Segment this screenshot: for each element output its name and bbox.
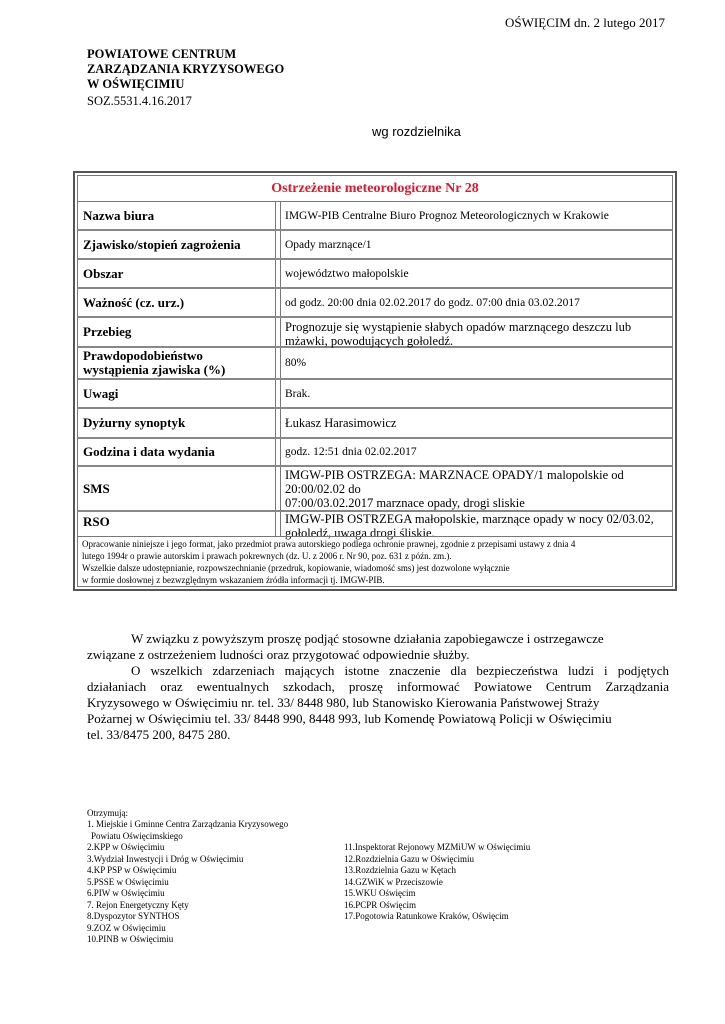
copyright-note bbox=[77, 536, 673, 587]
copyright-line: Opracowanie niniejsze i jego format, jako przedmiot prawa autorskiego podlega ochronie prawnej, zgodnie z przepisami ustawy z dnia 4 bbox=[82, 539, 576, 549]
organization-name bbox=[87, 47, 284, 92]
row-label: Obszar bbox=[78, 260, 276, 287]
paragraph-line: działaniach oraz ewentualnych szkodach, proszę informować Powiatowe Centrum Zarządzania bbox=[87, 679, 669, 694]
copyright-line: lutego 1994r o prawie autorskim i prawach pokrewnych (dz. U. z 2006 r. Nr 90, poz. 631 z późn. zm.). bbox=[82, 551, 452, 561]
list-item: 4.KP PSP w Oświęcimiu bbox=[87, 865, 177, 875]
list-item: Powiatu Oświęcimskiego bbox=[91, 830, 183, 841]
row-value: od godz. 20:00 dnia 02.02.2017 do godz. 07:00 dnia 03.02.2017 bbox=[280, 289, 672, 316]
paragraph-actions bbox=[87, 631, 669, 663]
org-line: W OŚWIĘCIMIU bbox=[87, 77, 185, 91]
table-row bbox=[77, 512, 673, 540]
row-label: Zjawisko/stopień zagrożenia bbox=[78, 231, 276, 258]
list-item: 14.GZWiK w Przeciszowie bbox=[344, 876, 443, 887]
paragraph-line: O wszelkich zdarzeniach mających istotne znaczenie dla bezpieczeństwa ludzi i podjętych bbox=[131, 663, 669, 678]
list-item: 1. Miejskie i Gminne Centra Zarządzania Kryzysowego bbox=[87, 819, 289, 829]
row-label: Godzina i data wydania bbox=[78, 439, 276, 465]
paragraph-line: W związku z powyższym proszę podjąć stosowne działania zapobiegawcze i ostrzegawcze bbox=[131, 631, 604, 646]
paragraph-line: Kryzysowego w Oświęcimiu nr. tel. 33/ 8448 980, lub Stanowisko Kierowania Państwowej Straży bbox=[87, 695, 600, 710]
value-line: 20:00/02.02 do bbox=[285, 481, 361, 496]
recipients-list-right bbox=[344, 842, 530, 923]
row-value: IMGW-PIB Centralne Biuro Prognoz Meteorologicznych w Krakowie bbox=[280, 202, 672, 229]
list-item: 10.PINB w Oświęcimiu bbox=[87, 934, 174, 944]
row-value: Opady marznące/1 bbox=[280, 231, 672, 258]
row-label: Uwagi bbox=[78, 380, 276, 407]
value-line: 07:00/03.02.2017 marznace opady, drogi sliskie bbox=[285, 495, 525, 510]
row-label: Przebieg bbox=[78, 318, 276, 346]
copyright-line: Wszelkie dalsze udostępnianie, rozpowszechnianie (przedruk, kopiowanie, wiadomość sms) jest dozwolone wyłącznie bbox=[82, 563, 510, 573]
row-value bbox=[280, 467, 672, 510]
reference-number: SOZ.5531.4.16.2017 bbox=[87, 94, 192, 108]
row-value bbox=[280, 512, 672, 540]
table-row bbox=[77, 318, 673, 348]
list-item: 17.Pogotowia Ratunkowe Kraków, Oświęcim bbox=[344, 911, 509, 921]
value-line: gołoledź, uwaga drogi śliskie. bbox=[285, 526, 435, 540]
list-item: 3.Wydział Inwestycji i Dróg w Oświęcimiu bbox=[87, 853, 244, 864]
row-value: Prognozuje się wystąpienie słabych opadów marznącego deszczu lub mżawki, powodujących gołoledź. bbox=[280, 318, 672, 346]
label-line: wystąpienia zjawiska (%) bbox=[83, 362, 226, 377]
recipients-title: Otrzymują: bbox=[87, 808, 128, 818]
row-value: Brak. bbox=[280, 380, 672, 407]
warning-title: Ostrzeżenie meteorologiczne Nr 28 bbox=[77, 175, 673, 202]
table-row bbox=[77, 380, 673, 409]
row-label bbox=[78, 348, 276, 378]
distribution-note: wg rozdzielnika bbox=[372, 124, 461, 139]
row-value: województwo małopolskie bbox=[280, 260, 672, 287]
org-line: ZARZĄDZANIA KRYZYSOWEGO bbox=[87, 62, 285, 76]
row-label: SMS bbox=[78, 467, 276, 510]
list-item: 9.ZOZ w Oświęcimiu bbox=[87, 922, 166, 933]
list-item: 12.Rozdzielnia Gazu w Oświęcimiu bbox=[344, 853, 474, 864]
list-item: 5.PSSE w Oświęcimiu bbox=[87, 876, 169, 887]
recipients-list-left bbox=[87, 819, 288, 946]
paragraph-reporting bbox=[87, 663, 669, 743]
list-item: 11.Inspektorat Rejonowy MZMiUW w Oświęcimiu bbox=[344, 842, 531, 852]
value-line: IMGW-PIB OSTRZEGA: MARZNACE OPADY/1 malopolskie od bbox=[285, 467, 624, 482]
org-line: POWIATOWE CENTRUM bbox=[87, 47, 237, 61]
place-date: OŚWIĘCIM dn. 2 lutego 2017 bbox=[505, 15, 665, 30]
value-line: IMGW-PIB OSTRZEGA małopolskie, marznące opady w nocy 02/03.02, bbox=[285, 512, 654, 526]
row-value: Łukasz Harasimowicz bbox=[280, 409, 672, 437]
row-label: Ważność (cz. urz.) bbox=[78, 289, 276, 316]
row-label: RSO bbox=[78, 512, 276, 536]
list-item: 2.KPP w Oświęcimiu bbox=[87, 842, 165, 852]
paragraph-line: tel. 33/8475 200, 8475 280. bbox=[87, 727, 231, 742]
label-line: Prawdopodobieństwo bbox=[83, 348, 203, 363]
table-row bbox=[77, 467, 673, 512]
list-item: 8.Dyspozytor SYNTHOS bbox=[87, 911, 180, 921]
table-row bbox=[77, 289, 673, 318]
table-row bbox=[77, 260, 673, 289]
list-item: 7. Rejon Energetyczny Kęty bbox=[87, 899, 189, 910]
list-item: 13.Rozdzielnia Gazu w Kętach bbox=[344, 865, 456, 875]
table-row bbox=[77, 231, 673, 260]
list-item: 15.WKU Oświęcim bbox=[344, 888, 416, 898]
paragraph-line: związane z ostrzeżeniem ludności oraz przygotować odpowiednie służby. bbox=[87, 647, 470, 662]
row-label: Dyżurny synoptyk bbox=[78, 409, 276, 437]
copyright-line: w formie dosłownej z bezwzględnym wskazaniem źródła informacji tj. IMGW-PIB. bbox=[82, 575, 385, 585]
list-item: 6.PIW w Oświęcimiu bbox=[87, 888, 165, 898]
row-value: 80% bbox=[280, 348, 672, 378]
list-item: 16.PCPR Oświęcim bbox=[344, 899, 417, 910]
table-row bbox=[77, 409, 673, 439]
row-label: Nazwa biura bbox=[78, 202, 276, 229]
paragraph-line: Pożarnej w Oświęcimiu tel. 33/ 8448 990, 8448 993, lub Komendę Powiatową Policji w Oświęcimiu bbox=[87, 711, 612, 726]
row-value: godz. 12:51 dnia 02.02.2017 bbox=[280, 439, 672, 465]
table-row bbox=[77, 202, 673, 231]
table-row bbox=[77, 439, 673, 467]
warning-table bbox=[73, 171, 677, 591]
table-row bbox=[77, 348, 673, 380]
